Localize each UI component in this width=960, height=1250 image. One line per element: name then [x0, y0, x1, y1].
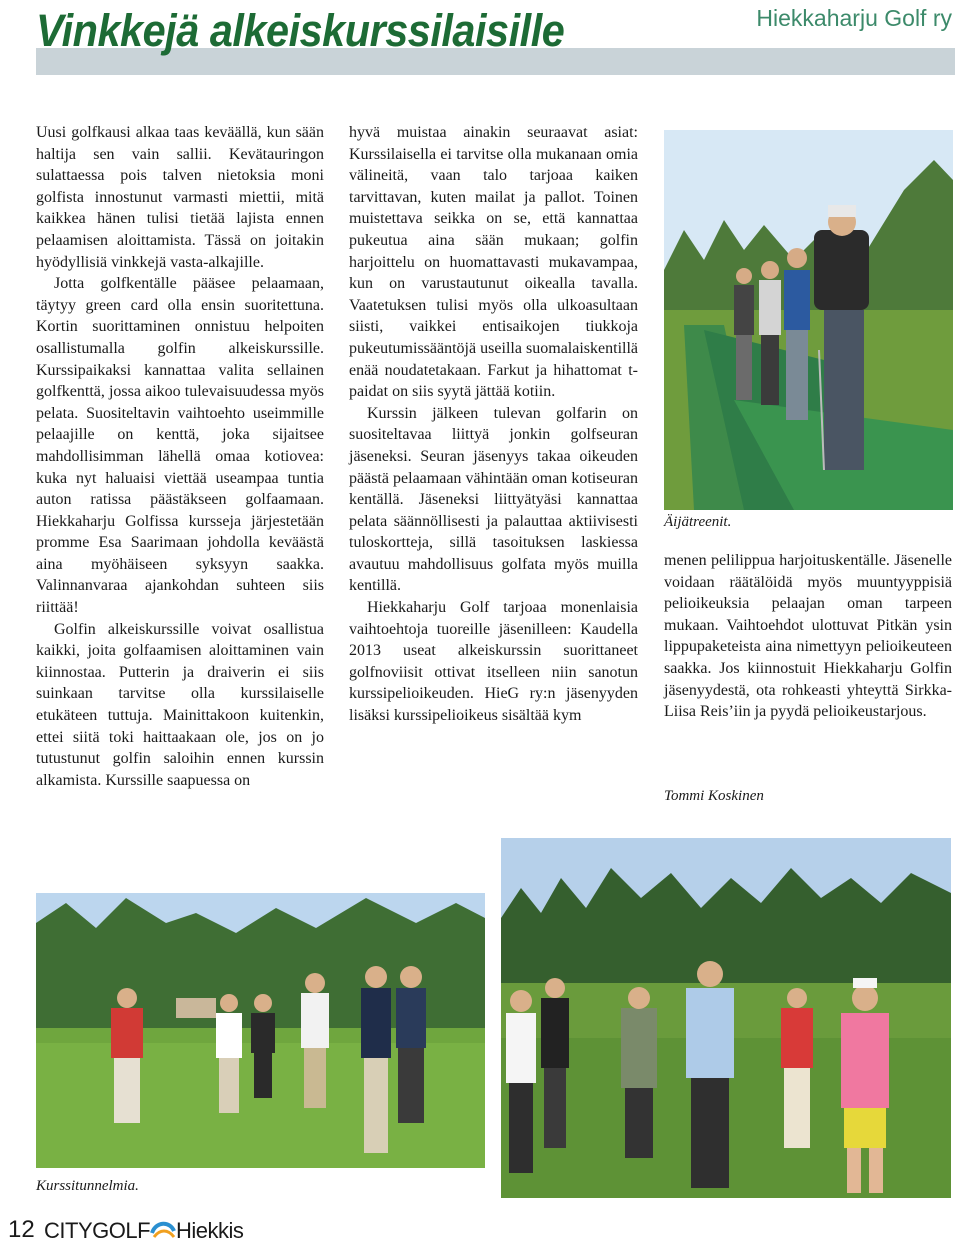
- citygolf-logo: [44, 1218, 243, 1244]
- page-number: 12: [8, 1216, 35, 1243]
- paragraph: Jotta golfkentälle pääsee pelaamaan, täytyy green card olla ensin suoritettuna. Kortin suorittaminen onnistuu helpoiten osallistumalla golfin alkeiskurssille. Kurssipaikaksi kannattaa valita sellainen golfkenttä, jossa aikoo tulevaisuudessa myös pelata. Suositeltavin vaihtoehto useimmille pelaajille on kenttä, joka sijaitsee mahdollisimman lähellä omaa kotiovea: kuka nyt haluaisi viettää useampaa tuntia auton ratissa päästäkseen golfaamaan. Hiekkaharju Golfissa kursseja järjestetään promme Esa Saarimaan johdolla keväästä aina myöhäiseen syksyyn saakka. Valinnanvaraa ajankohdan suhteen siis riittää!: [36, 275, 324, 617]
- logo-text-right: Hiekkis: [176, 1218, 244, 1243]
- photo-golfers-practice: [664, 130, 953, 510]
- paragraph: menen pelilippua harjoituskentälle. Jäsenelle voidaan räätälöidä myös muuntyyppisiä pelioikeuksia pelaajan oman tarpeen mukaan. Vaihtoehdot ulottuvat Pitkän ysin lippupaketeista aina nimettyyn pelioikeuteen saakka. Jos kiinnostuit Hiekkaharju Golfin jäsenyydestä, ota rohkeasti yhteyttä Sirkka-Liisa Reis’iin ja pyydä pelioikeustarjous.: [664, 552, 952, 721]
- article-column-2: [349, 122, 638, 727]
- photo-illustration: [36, 893, 485, 1168]
- paragraph: Kurssin jälkeen tulevan golfarin on suositeltavaa liittyä jonkin golfseuran jäseneksi. Seuran jäsenyys takaa oikeuden päästä pelaamaan vähintään oman kotiseuran kentällä. Jäseneksi liittyätyäsi kannattaa pelata säännöllisesti ja palauttaa aktiivisesti tuloskortteja, sillä tasoituksen laskiessa avautuu mahdollisuus golfata myös muilla kentillä.: [349, 404, 638, 595]
- photo-illustration: [501, 838, 951, 1198]
- page-footer: [0, 1212, 960, 1250]
- photo-course-group: [36, 893, 485, 1168]
- logo-text-left: CITYGOLF: [44, 1218, 151, 1243]
- article-column-1: [36, 122, 324, 791]
- photo-illustration: [664, 130, 953, 510]
- photo-caption: Äijätreenit.: [664, 514, 732, 530]
- photo-caption: Kurssitunnelmia.: [36, 1178, 139, 1194]
- paragraph: Golfin alkeiskurssille voivat osallistua kaikki, joita golfaamisen aloittaminen vain kiinnostaa. Putterin ja draiverin ei siis suinkaan tarvitse olla kurssilaiselle etukäteen tuttuja. Mainittakoon kuitenkin, ettei siitä toki haittaakaan ole, jos on jo tutustunut golfin saloihin ennen kurssin alkamista. Kurssille saapuessa on: [36, 620, 324, 789]
- photo-putting-practice: [501, 838, 951, 1198]
- article-column-3: [664, 550, 952, 723]
- golf-swoosh-icon: [150, 1219, 176, 1241]
- club-name: Hiekkaharju Golf ry: [756, 5, 952, 31]
- paragraph: hyvä muistaa ainakin seuraavat asiat: Kurssilaisella ei tarvitse olla mukanaan omia välineitä, vaan talo tarjoaa kaiken tarvittavan, kuten mailat ja pallot. Toinen muistettava seikka on se, että kannattaa pukeutua aina sään mukaan; golfin harjoittelu on huomattavasti mukavampaa, kun on varustautunut oikealla tavalla. Vaatetuksen tulisi myös olla ulkoasultaan siisti, vaikkei entisaikojen tiukkoja pukeutumissääntöjä useilla suomalaiskentillä enää noudatetakaan. Farkut ja hihattomat t-paidat on siis syytä jättää kotiin.: [349, 124, 638, 401]
- author-name: Tommi Koskinen: [664, 788, 764, 804]
- page-title: Vinkkejä alkeiskurssilaisille: [36, 5, 565, 56]
- paragraph: Uusi golfkausi alkaa taas keväällä, kun sään haltija sen vain sallii. Kevätauringon sulattaessa pois talven nietoksia moni golfista innostunut varmasti miettii, mitä kaikkea hänen tulisi tietää lajista ennen pelaamisen aloittamista. Tässä on joitakin hyödyllisiä vinkkejä vasta-alkajille.: [36, 124, 324, 271]
- paragraph: Hiekkaharju Golf tarjoaa monenlaisia vaihtoehtoja tuoreille jäsenilleen: Kaudella 2013 useat alkeiskurssin suorittaneet golfnoviisit ottivat itselleen niin sanotun kurssipelioikeuden. HieG ry:n jäsenyyden lisäksi kurssipelioikeus sisältää kym: [349, 599, 638, 725]
